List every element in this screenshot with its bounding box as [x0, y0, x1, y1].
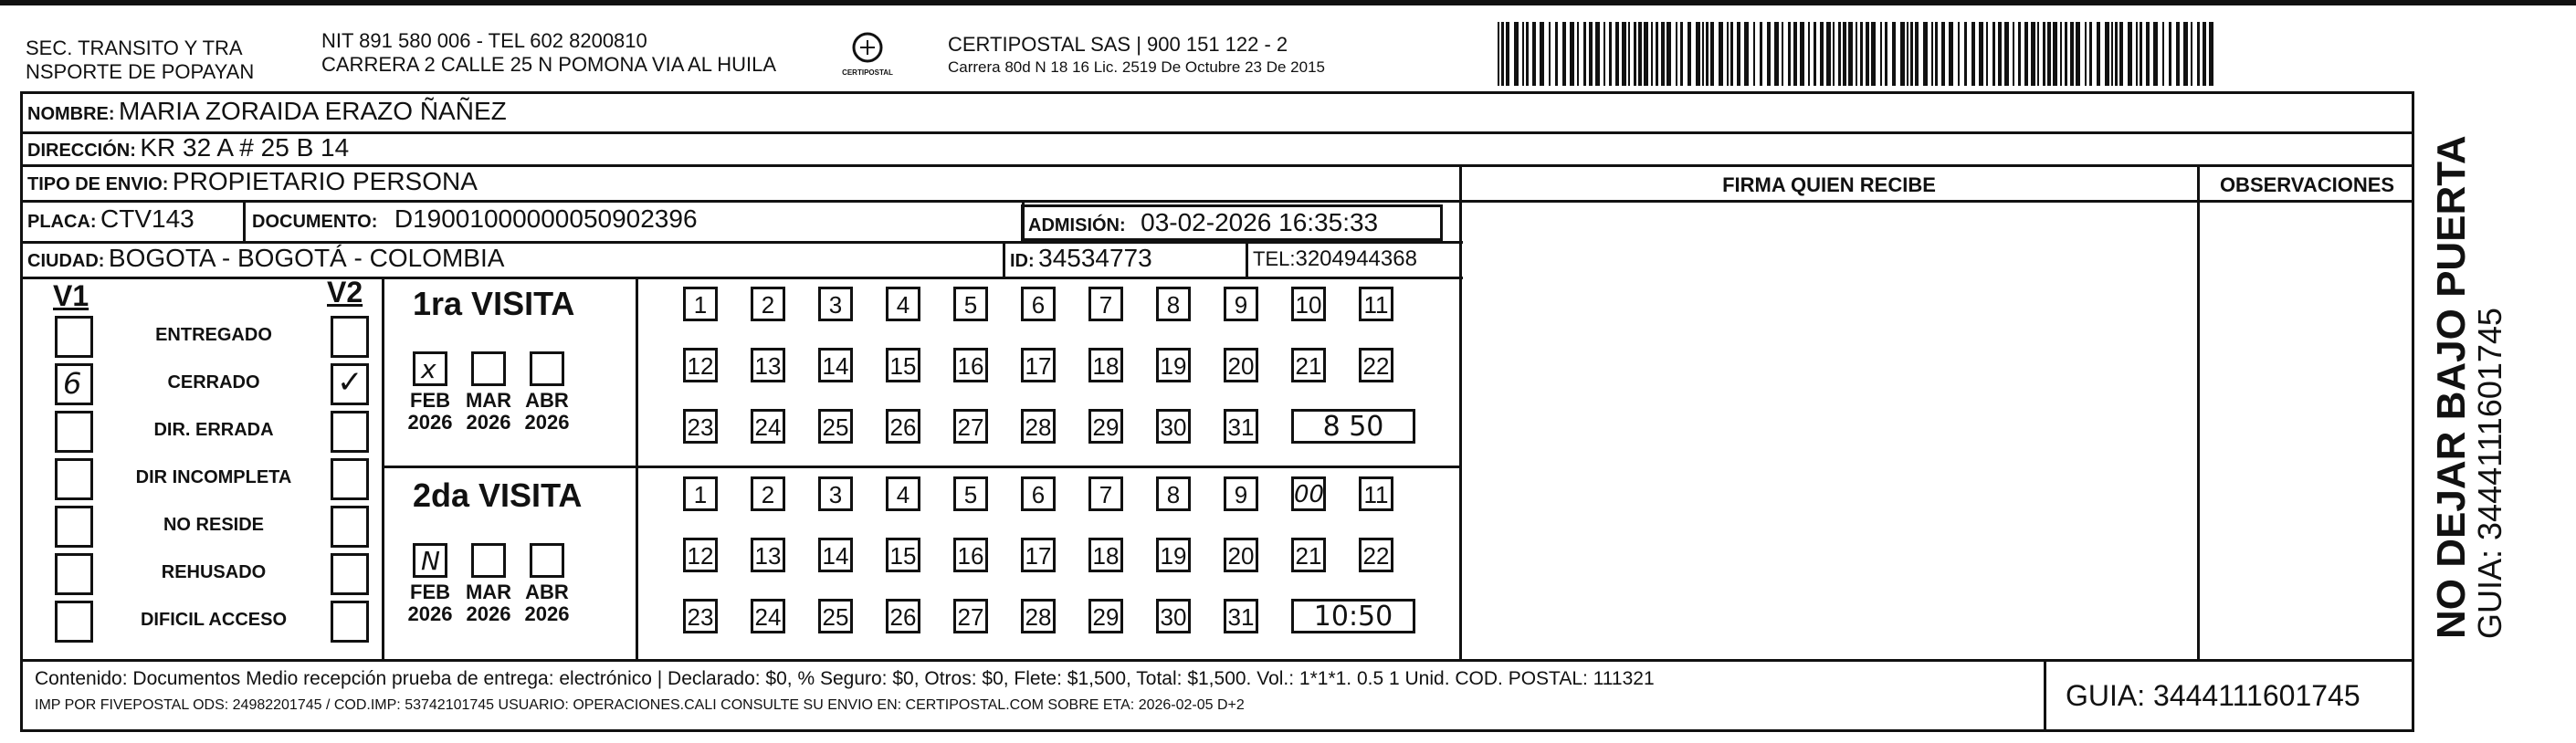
barcode-bar	[1979, 22, 1983, 86]
side-guia: GUIA: 3444111601745	[2471, 308, 2508, 639]
barcode-bar	[2153, 22, 2158, 86]
barcode-bar	[1788, 22, 1791, 86]
barcode-bar	[1900, 22, 1905, 86]
barcode-bar	[2209, 22, 2213, 86]
footer-guia: GUIA: 3444111601745	[2066, 679, 2360, 712]
documento-value: D19001000000050902396	[394, 204, 698, 233]
day-box[interactable]: 19	[1156, 348, 1191, 382]
barcode-bar	[2037, 22, 2039, 86]
barcode-bar	[1907, 22, 1908, 86]
month-label: ABR	[525, 581, 569, 603]
barcode-bar	[2031, 22, 2035, 86]
direccion-label: DIRECCIÓN:	[27, 141, 136, 161]
month-label: MAR	[465, 581, 512, 603]
admision-field	[1028, 208, 1378, 237]
barcode-bar	[1860, 22, 1863, 86]
v1-checkbox-checked[interactable]	[55, 363, 93, 405]
barcode-bar	[1526, 22, 1529, 86]
month-checkbox[interactable]	[413, 543, 447, 578]
day-box[interactable]: 20	[1224, 348, 1258, 382]
v2-checkbox[interactable]	[331, 458, 369, 500]
day-box[interactable]: 4	[886, 287, 920, 321]
barcode-bar	[1949, 22, 1953, 86]
barcode-bar	[1667, 22, 1671, 86]
row-divider	[20, 131, 2414, 134]
day-box[interactable]: 29	[1088, 409, 1123, 444]
id-field	[1010, 244, 1152, 273]
year-label: 2026	[524, 602, 570, 625]
day-box[interactable]: 6	[1021, 476, 1056, 511]
day-box[interactable]: 4	[886, 476, 920, 511]
top-edge	[0, 0, 2576, 5]
barcode-bar	[1760, 22, 1762, 86]
v1-label: V1	[53, 279, 89, 312]
barcode-bar	[1820, 22, 1824, 86]
ciudad-value: BOGOTA - BOGOTÁ - COLOMBIA	[108, 244, 505, 272]
barcode-bar	[1644, 22, 1648, 86]
ciudad-label: CIUDAD:	[27, 251, 105, 271]
year-label: 2026	[466, 602, 511, 625]
day-box[interactable]: 2	[751, 476, 785, 511]
barcode-bar	[1651, 22, 1653, 86]
id-value: 34534773	[1038, 244, 1152, 272]
day-box[interactable]: 17	[1021, 538, 1056, 572]
day-box[interactable]: 23	[683, 599, 718, 633]
barcode-bar	[2115, 22, 2118, 86]
barcode-bar	[1892, 22, 1896, 86]
year-label: 2026	[407, 602, 453, 625]
day-box[interactable]: 29	[1088, 599, 1123, 633]
barcode-bar	[1838, 22, 1841, 86]
firma-header: FIRMA QUIEN RECIBE	[1722, 173, 1936, 196]
day-box[interactable]: 19	[1156, 538, 1191, 572]
nit-line1: NIT 891 580 006 - TEL 602 8200810	[321, 29, 647, 52]
day-box[interactable]: 21	[1291, 348, 1326, 382]
day-box[interactable]: 17	[1021, 348, 1056, 382]
barcode-bar	[2060, 22, 2062, 86]
day-box[interactable]: 15	[886, 538, 920, 572]
month-label: FEB	[410, 581, 450, 603]
day-box[interactable]: 10	[1291, 287, 1326, 321]
barcode-bar	[1680, 22, 1683, 86]
v2-checkbox[interactable]	[331, 553, 369, 595]
day-box[interactable]: 11	[1359, 287, 1393, 321]
barcode-bar	[2043, 22, 2045, 86]
barcode-bar	[1615, 22, 1619, 86]
month-handwritten-mark: N	[421, 546, 440, 576]
tel-label: TEL:	[1253, 247, 1296, 270]
col-header-divider	[1459, 200, 2414, 203]
day-box[interactable]: 23	[683, 409, 718, 444]
barcode-bar	[1774, 22, 1779, 86]
barcode-bar	[1622, 22, 1626, 86]
v1-checkbox[interactable]	[55, 458, 93, 500]
direccion-row	[27, 133, 349, 162]
barcode-bar	[1730, 22, 1733, 86]
placa-value: CTV143	[100, 204, 195, 233]
day-box[interactable]: 27	[953, 599, 988, 633]
day-box[interactable]: 13	[751, 348, 785, 382]
barcode-bar	[1814, 22, 1816, 86]
second-visit-title: 2da VISITA	[413, 476, 583, 514]
v2-checkbox[interactable]	[331, 411, 369, 453]
year-label: 2026	[407, 411, 453, 434]
barcode-bar	[1501, 22, 1504, 86]
day-box[interactable]: 28	[1021, 599, 1056, 633]
barcode-bar	[1634, 22, 1636, 86]
barcode-bar	[2176, 22, 2180, 86]
barcode-bar	[2065, 22, 2067, 86]
barcode-bar	[1931, 22, 1933, 86]
first-visit-title: 1ra VISITA	[413, 285, 575, 322]
barcode-bar	[1656, 22, 1658, 86]
tipo-value: PROPIETARIO PERSONA	[172, 167, 478, 195]
status-label: REHUSADO	[161, 562, 267, 582]
barcode-bar	[1800, 22, 1804, 86]
day-box[interactable]: 14	[818, 538, 853, 572]
day-box[interactable]: 14	[818, 348, 853, 382]
footer-line1: Contenido: Documentos Medio recepción prueba de entrega: electrónico | Declarado: $0, % Seguro: $0, Otros: $0, Flete: $1,500, Total: $1,500. Vol.: 1*1*1. 0.5 1 Unid. COD. POSTAL: 111321	[35, 668, 1655, 689]
v2-checkbox[interactable]	[331, 601, 369, 643]
barcode-bar	[1562, 22, 1566, 86]
barcode-bar	[1737, 22, 1740, 86]
day-box[interactable]: 31	[1224, 409, 1258, 444]
barcode-bar	[1744, 22, 1749, 86]
day-box[interactable]: 25	[818, 599, 853, 633]
barcode-bar	[1866, 22, 1869, 86]
v1-checkbox[interactable]	[55, 553, 93, 595]
day-box[interactable]: 31	[1224, 599, 1258, 633]
no-dejar-warning: NO DEJAR BAJO PUERTA	[2429, 135, 2474, 639]
ciudad-field	[27, 244, 504, 273]
day-box[interactable]: 22	[1359, 538, 1393, 572]
day-box[interactable]: 8	[1156, 476, 1191, 511]
barcode	[1498, 22, 2228, 86]
barcode-bar	[2024, 22, 2028, 86]
barcode-bar	[1589, 22, 1593, 86]
admision-value: 03-02-2026 16:35:33	[1141, 208, 1379, 236]
status-label: DIR. ERRADA	[153, 420, 274, 440]
day-box[interactable]: 6	[1021, 287, 1056, 321]
barcode-bar	[1923, 22, 1928, 86]
barcode-bar	[1688, 22, 1691, 86]
admision-label: ADMISIÓN:	[1028, 215, 1126, 235]
day-box[interactable]: 24	[751, 599, 785, 633]
nit-line2: CARRERA 2 CALLE 25 N POMONA VIA AL HUILA	[321, 53, 777, 76]
year-label: 2026	[524, 411, 570, 434]
sender-line2: NSPORTE DE POPAYAN	[26, 60, 255, 83]
tel-divider	[1246, 241, 1248, 277]
second-visit-time[interactable]: 10:50	[1291, 599, 1415, 633]
placa-field	[27, 204, 195, 234]
id-label: ID:	[1010, 251, 1035, 271]
barcode-bar	[2191, 22, 2192, 86]
barcode-bar	[1710, 22, 1714, 86]
day-box[interactable]: 25	[818, 409, 853, 444]
v2-checkbox-checked[interactable]	[331, 363, 369, 405]
sender-block	[26, 37, 318, 84]
barcode-bar	[1826, 22, 1831, 86]
tipo-row	[27, 167, 478, 196]
barcode-bar	[1782, 22, 1783, 86]
v1-checkbox[interactable]	[55, 316, 93, 358]
barcode-bar	[1833, 22, 1835, 86]
logo-text: CERTIPOSTAL	[842, 68, 893, 77]
status-label: DIR INCOMPLETA	[135, 467, 292, 487]
month-checkbox[interactable]	[530, 351, 564, 386]
day-box[interactable]: 26	[886, 409, 920, 444]
barcode-bar	[2119, 22, 2123, 86]
month-checkbox[interactable]	[471, 351, 506, 386]
status-label: DIFICIL ACCESO	[140, 610, 287, 630]
day-box[interactable]: 7	[1088, 287, 1123, 321]
barcode-bar	[1696, 22, 1700, 86]
barcode-bar	[1532, 22, 1536, 86]
barcode-bar	[2089, 22, 2092, 86]
day-box[interactable]: 30	[1156, 409, 1191, 444]
barcode-bar	[1583, 22, 1586, 86]
barcode-bar	[1603, 22, 1605, 86]
month-checkbox[interactable]	[471, 543, 506, 578]
v2-checkbox[interactable]	[331, 316, 369, 358]
barcode-bar	[1910, 22, 1913, 86]
first-visit-time[interactable]: 8 50	[1291, 409, 1415, 444]
barcode-bar	[2111, 22, 2113, 86]
barcode-bar	[1848, 22, 1853, 86]
barcode-bar	[1793, 22, 1797, 86]
barcode-bar	[2203, 22, 2206, 86]
day-box[interactable]: 16	[953, 348, 988, 382]
barcode-bar	[1727, 22, 1729, 86]
barcode-bar	[1992, 22, 1995, 86]
day-box[interactable]: 20	[1224, 538, 1258, 572]
month-handwritten-mark: x	[421, 354, 436, 384]
status-label: CERRADO	[167, 372, 260, 392]
barcode-bar	[1753, 22, 1755, 86]
barcode-bar	[1971, 22, 1975, 86]
barcode-bar	[1856, 22, 1857, 86]
nombre-value: MARIA ZORAIDA ERAZO ÑAÑEZ	[119, 97, 507, 125]
barcode-bar	[1577, 22, 1579, 86]
status-label: NO RESIDE	[163, 515, 265, 535]
day-box[interactable]: 3	[818, 476, 853, 511]
tel-value: 3204944368	[1295, 246, 1417, 271]
carrier-line1: CERTIPOSTAL SAS | 900 151 122 - 2	[948, 33, 1288, 56]
barcode-bar	[1843, 22, 1846, 86]
barcode-bar	[1941, 22, 1945, 86]
barcode-bar	[1767, 22, 1771, 86]
v2-label: V2	[327, 276, 363, 309]
day-box[interactable]: 24	[751, 409, 785, 444]
month-label: FEB	[410, 389, 450, 412]
col-divider	[1459, 164, 1462, 662]
day-box[interactable]: 30	[1156, 599, 1191, 633]
year-label: 2026	[466, 411, 511, 434]
barcode-bar	[1661, 22, 1665, 86]
barcode-bar	[1540, 22, 1544, 86]
documento-label: DOCUMENTO:	[252, 212, 378, 232]
barcode-bar	[1998, 22, 2002, 86]
barcode-bar	[1638, 22, 1642, 86]
documento-field	[252, 204, 698, 234]
day-box[interactable]: 1	[683, 287, 718, 321]
month-label: MAR	[465, 389, 512, 412]
placa-label: PLACA:	[27, 212, 97, 232]
barcode-bar	[2097, 22, 2100, 86]
visit-col-divider	[636, 277, 638, 659]
v2-checkbox[interactable]	[331, 506, 369, 548]
barcode-bar	[1719, 22, 1723, 86]
day-box[interactable]: 00	[1291, 476, 1326, 511]
barcode-bar	[1609, 22, 1612, 86]
day-box[interactable]: 5	[953, 476, 988, 511]
barcode-bar	[1808, 22, 1810, 86]
barcode-bar	[1702, 22, 1704, 86]
month-label: ABR	[525, 389, 569, 412]
barcode-bar	[1595, 22, 1600, 86]
nombre-label: NOMBRE:	[27, 104, 115, 124]
barcode-bar	[1676, 22, 1677, 86]
barcode-bar	[2053, 22, 2057, 86]
barcode-bar	[2070, 22, 2074, 86]
v1-checkbox[interactable]	[55, 411, 93, 453]
day-box[interactable]: 7	[1088, 476, 1123, 511]
id-divider	[1003, 241, 1005, 277]
barcode-bar	[1986, 22, 1988, 86]
day-box[interactable]: 21	[1291, 538, 1326, 572]
day-box[interactable]: 12	[683, 348, 718, 382]
barcode-bar	[1958, 22, 1960, 86]
barcode-bar	[2105, 22, 2109, 86]
barcode-bar	[2013, 22, 2014, 86]
day-box[interactable]: 5	[953, 287, 988, 321]
barcode-bar	[1880, 22, 1882, 86]
barcode-bar	[2169, 22, 2171, 86]
day-box[interactable]: 1	[683, 476, 718, 511]
v1-checkbox[interactable]	[55, 601, 93, 643]
visit-divider	[382, 466, 1462, 468]
barcode-bar	[1555, 22, 1558, 86]
v2-check-mark: ✓	[337, 364, 363, 401]
observaciones-header: OBSERVACIONES	[2219, 173, 2395, 196]
day-box[interactable]: 2	[751, 287, 785, 321]
day-box[interactable]: 13	[751, 538, 785, 572]
barcode-bar	[1885, 22, 1887, 86]
side-text	[2431, 73, 2508, 639]
barcode-bar	[1964, 22, 1967, 86]
day-box[interactable]: 18	[1088, 538, 1123, 572]
direccion-value: KR 32 A # 25 B 14	[140, 133, 350, 162]
barcode-bar	[2018, 22, 2021, 86]
day-box[interactable]: 12	[683, 538, 718, 572]
barcode-bar	[1915, 22, 1919, 86]
barcode-bar	[1871, 22, 1876, 86]
day-box[interactable]: 28	[1021, 409, 1056, 444]
day-box[interactable]: 15	[886, 348, 920, 382]
day-box[interactable]: 22	[1359, 348, 1393, 382]
nit-block	[321, 29, 833, 77]
footer-line2: IMP POR FIVEPOSTAL ODS: 24982201745 / COD.IMP: 53742101745 USUARIO: OPERACIONES.CALI CONSULTE SU ENVIO EN: CERTIPOSTAL.COM SOBRE ETA: 2026-02-05 D+2	[35, 697, 1245, 713]
barcode-bar	[2136, 22, 2138, 86]
day-box[interactable]: 26	[886, 599, 920, 633]
barcode-bar	[2004, 22, 2009, 86]
col-divider	[2197, 164, 2200, 662]
row-divider	[20, 277, 1463, 279]
barcode-bar	[2128, 22, 2132, 86]
month-checkbox[interactable]	[413, 351, 447, 386]
barcode-bar	[2162, 22, 2164, 86]
tel-field	[1253, 246, 1417, 272]
sender-line1: SEC. TRANSITO Y TRA	[26, 37, 243, 59]
day-box[interactable]: 11	[1359, 476, 1393, 511]
barcode-bar	[2047, 22, 2051, 86]
barcode-bar	[2146, 22, 2150, 86]
barcode-bar	[2076, 22, 2080, 86]
barcode-bar	[2085, 22, 2087, 86]
day-box[interactable]: 9	[1224, 287, 1258, 321]
status-label: ENTREGADO	[155, 325, 272, 345]
footer-guia-divider	[2044, 659, 2046, 732]
day-box[interactable]: 16	[953, 538, 988, 572]
barcode-bar	[1706, 22, 1709, 86]
barcode-bar	[1935, 22, 1938, 86]
barcode-bar	[1522, 22, 1524, 86]
barcode-bar	[1514, 22, 1519, 86]
barcode-bar	[2197, 22, 2200, 86]
footer-divider	[20, 659, 2414, 662]
tipo-label: TIPO DE ENVIO:	[27, 174, 169, 194]
barcode-bar	[1570, 22, 1574, 86]
logo-icon	[849, 31, 886, 64]
barcode-bar	[1498, 22, 1499, 86]
barcode-bar	[1549, 22, 1551, 86]
barcode-bar	[1506, 22, 1509, 86]
barcode-bar	[1628, 22, 1630, 86]
carrier-line2: Carrera 80d N 18 16 Lic. 2519 De Octubre 23 De 2015	[948, 58, 1325, 76]
day-box[interactable]: 18	[1088, 348, 1123, 382]
v1-handwritten-mark: 6	[63, 366, 82, 401]
nombre-row	[27, 97, 507, 126]
barcode-bar	[2140, 22, 2142, 86]
month-checkbox[interactable]	[530, 543, 564, 578]
day-box[interactable]: 8	[1156, 287, 1191, 321]
day-box[interactable]: 9	[1224, 476, 1258, 511]
certipostal-logo	[838, 31, 897, 86]
carrier-block	[948, 33, 1459, 77]
barcode-bar	[2183, 22, 2188, 86]
day-box[interactable]: 27	[953, 409, 988, 444]
day-box[interactable]: 3	[818, 287, 853, 321]
v1-checkbox[interactable]	[55, 506, 93, 548]
